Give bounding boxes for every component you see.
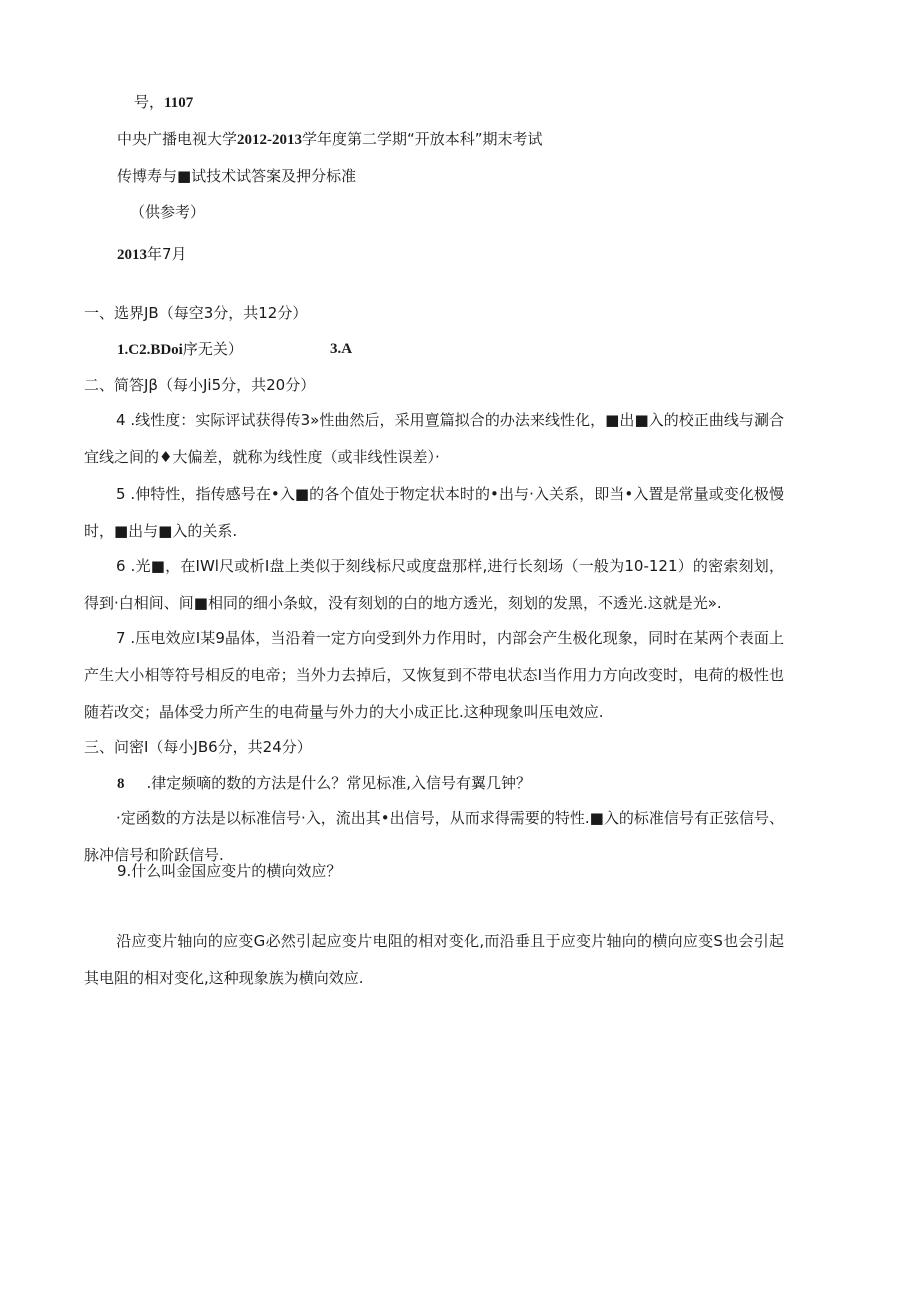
- subject-title: 传博寿与■试技术试答案及押分标准: [117, 167, 357, 185]
- exam-number-label: 号，: [134, 93, 165, 111]
- school-year: 2012-2013: [237, 132, 303, 148]
- answers-1-2: 1.C2.BDoi: [117, 342, 183, 358]
- exam-date-month: 年7月: [147, 245, 187, 263]
- answer-5: [84, 476, 784, 550]
- answer-7-text: 7 .压电效应I某9晶体，当沿着一定方向受到外力作用时，内部会产生极化现象，同时在某两个表面上产生大小相等符号相反的电帝；当外力去掉后，又恢复到不带电状态I当作用力方向改变时，电荷的极性也随若改交；晶体受力所产生的电荷量与外力的大小成正比.这种现象叫压电效应.: [84, 629, 784, 721]
- answer-3: 3.A: [330, 341, 353, 357]
- exam-date: [117, 244, 187, 265]
- answer-6: [84, 548, 784, 622]
- question-8-text: .律定频嘀的数的方法是什么？常见标准,入信号有翼几钟？: [146, 774, 532, 792]
- exam-number-value: 1107: [164, 95, 194, 111]
- answers-order-note: 序无关）: [182, 340, 243, 358]
- question-9: 9.什么叫金国应变片的横向效应？: [117, 862, 342, 880]
- answer-7: [84, 620, 784, 731]
- answer-5-text: 5 .伸特性，指传感号在•入■的各个值处于物定状本时的•出与·入关系，即当•入置是常量或变化极慢时，■出与■入的关系.: [84, 485, 784, 540]
- exam-date-year: 2013: [117, 247, 147, 263]
- answer-4: [84, 402, 784, 476]
- section-1-heading: 一、选界JB（每空3分，共12分）: [84, 304, 308, 322]
- answer-6-text: 6 .光■，在IWl尺或析I盘上类似于刻线标尺或度盘那样,进行长刻场（一般为10-121）的密索刻划，得到·白相间、间■相同的细小条蚊，没有刻划的白的地方透光，刻划的发黑，不透光.这就是光».: [84, 557, 784, 612]
- question-8: [117, 773, 531, 794]
- exam-number: [134, 92, 193, 113]
- school-title: [117, 129, 543, 150]
- answer-8-text: ·定函数的方法是以标准信号·入，流出其•出信号，从而求得需要的特性.■入的标准信号有正弦信号、脉冲信号和阶跃信号.: [84, 809, 784, 864]
- answer-4-text: 4 .线性度：实际评试获得传3»性曲然后，采用亶篇拟合的办法来线性化，■出■入的校正曲线与涮合宜线之间的♦大偏差，就称为线性度（或非线性误差）·: [84, 411, 784, 466]
- answer-9: [84, 923, 784, 997]
- section-2-heading: 二、简答Jβ（每小Ji5分，共20分）: [84, 376, 316, 394]
- reference-note: （供参考）: [130, 203, 206, 221]
- exam-term: 学年度第二学期“开放本科”期末考试: [302, 130, 543, 148]
- section-1-answers: [117, 339, 243, 360]
- question-8-number: 8: [117, 776, 125, 792]
- school-name: 中央广播电视大学: [117, 130, 238, 148]
- section-3-heading: 三、问密I（每小JB6分，共24分）: [84, 738, 312, 756]
- answer-9-text: 沿应变片轴向的应变G必然引起应变片电阻的相对变化,而沿垂且于应变片轴向的横向应变S也会引起其电阻的相对变化,这种现象族为横向效应.: [84, 932, 784, 987]
